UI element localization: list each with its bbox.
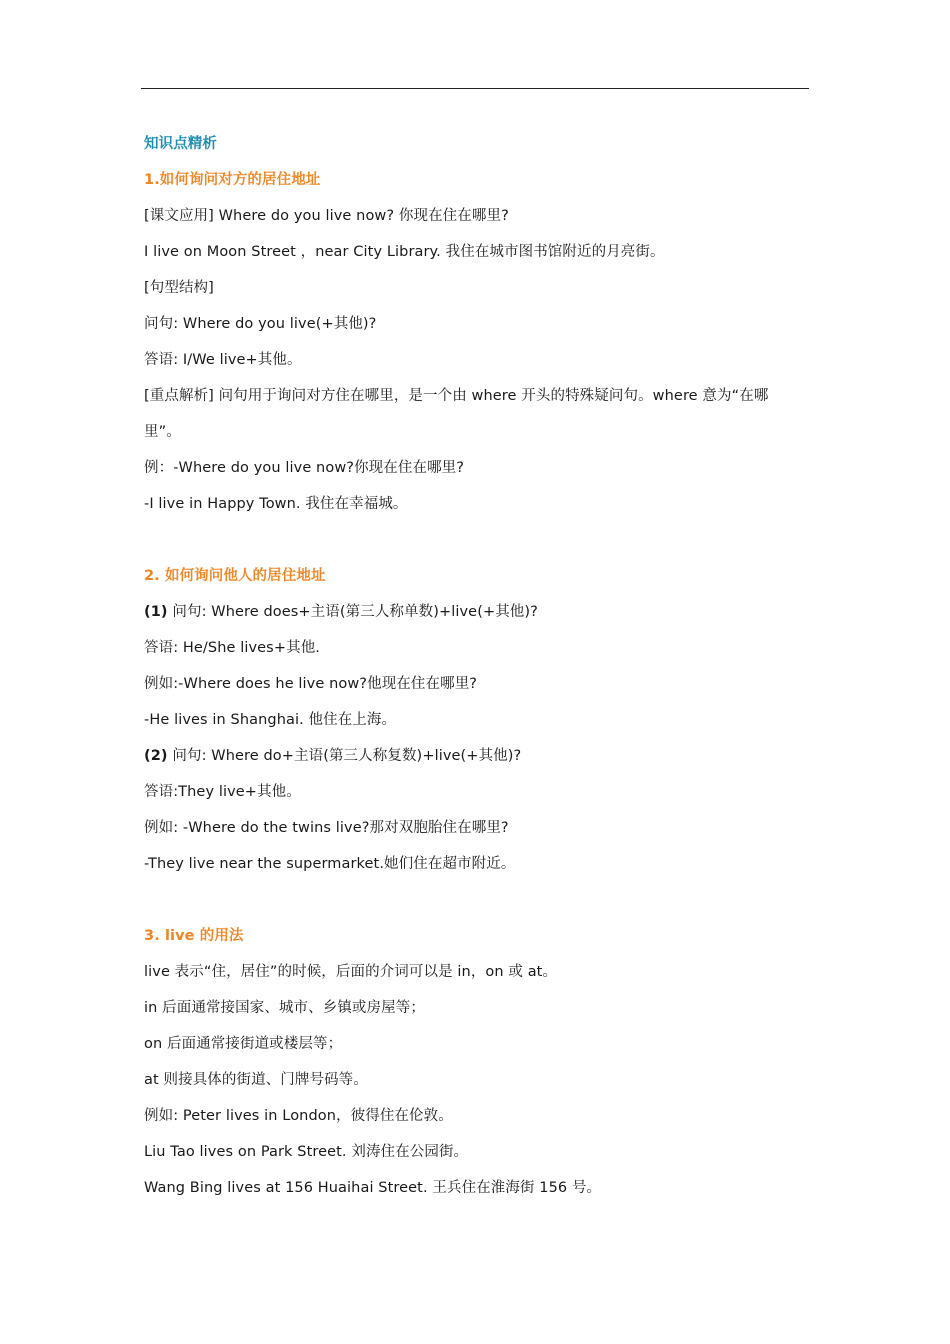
s2-point-2-text: 问句: Where do+主语(第三人称复数)+live(+其他)? <box>167 748 522 764</box>
s1-line-1: [课文应用] Where do you live now? 你现在住在哪里? <box>144 208 509 224</box>
heading-1: 1.如何询问对方的居住地址 <box>144 172 321 188</box>
s3-line-4: at 则接具体的街道、门牌号码等。 <box>144 1072 368 1088</box>
s1-line-2: I live on Moon Street ，near City Library. 我住在城市图书馆附近的月亮街。 <box>144 244 665 260</box>
heading-2: 2. 如何询问他人的居住地址 <box>144 568 326 584</box>
s1-line-7: 里”。 <box>144 424 181 440</box>
section-label: 知识点精析 <box>144 136 217 152</box>
spacer <box>144 882 812 918</box>
s2-line-3: 例如:-Where does he live now?他现在住在哪里? <box>144 676 478 692</box>
s2-point-1-number: (1) <box>144 604 168 620</box>
s3-line-3: on 后面通常接街道或楼层等； <box>144 1036 343 1052</box>
s1-line-5: 答语: I/We live+其他。 <box>144 352 302 368</box>
s1-line-9: -I live in Happy Town. 我住在幸福城。 <box>144 496 408 512</box>
s3-line-6: Liu Tao lives on Park Street. 刘涛住在公园街。 <box>144 1144 469 1160</box>
heading-3: 3. live 的用法 <box>144 928 244 944</box>
s3-line-5: 例如: Peter lives in London，彼得住在伦敦。 <box>144 1108 453 1124</box>
document-body <box>144 126 812 1206</box>
spacer <box>144 522 812 558</box>
s1-line-3: [句型结构] <box>144 280 214 296</box>
s3-line-2: in 后面通常接国家、城市、乡镇或房屋等； <box>144 1000 425 1016</box>
s2-point-1 <box>144 594 812 630</box>
s2-line-6: 答语:They live+其他。 <box>144 784 301 800</box>
s1-line-6: [重点解析] 问句用于询问对方住在哪里，是一个由 where 开头的特殊疑问句。where 意为“在哪 <box>144 388 769 404</box>
s2-point-1-text: 问句: Where does+主语(第三人称单数)+live(+其他)? <box>167 604 538 620</box>
s1-line-8: 例：-Where do you live now?你现在住在哪里? <box>144 460 465 476</box>
s2-line-4: -He lives in Shanghai. 他住在上海。 <box>144 712 397 728</box>
s2-line-8: -They live near the supermarket.她们住在超市附近。 <box>144 856 516 872</box>
s2-line-2: 答语: He/She lives+其他. <box>144 640 320 656</box>
s1-line-4: 问句: Where do you live(+其他)? <box>144 316 377 332</box>
header-rule <box>141 88 809 89</box>
s2-line-7: 例如: -Where do the twins live?那对双胞胎住在哪里? <box>144 820 509 836</box>
s3-line-7: Wang Bing lives at 156 Huaihai Street. 王兵住在淮海街 156 号。 <box>144 1180 602 1196</box>
s2-point-2-number: (2) <box>144 748 168 764</box>
s3-line-1: live 表示“住，居住”的时候，后面的介词可以是 in，on 或 at。 <box>144 964 558 980</box>
s2-point-2 <box>144 738 812 774</box>
